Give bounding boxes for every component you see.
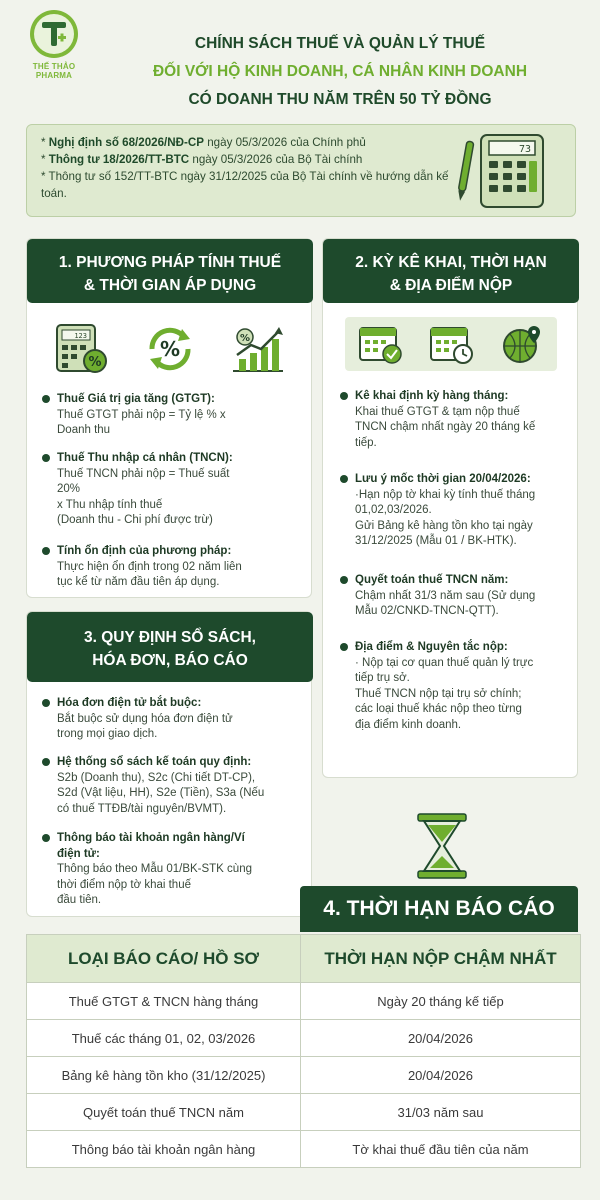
hourglass-icon bbox=[414, 812, 470, 880]
s2-item-monthly: Kê khai định kỳ hàng tháng: Khai thuế GTGT & tạm nộp thuế TNCN chậm nhất ngày 20 tháng kế tiếp. bbox=[355, 389, 570, 451]
deadline-cell: 20/04/2026 bbox=[301, 1057, 581, 1094]
section-1-icons bbox=[37, 319, 303, 379]
section-3-title-line-1: 3. QUY ĐỊNH SỔ SÁCH, bbox=[84, 629, 256, 646]
column-header-deadline: THỜI HẠN NỘP CHẬM NHẤT bbox=[301, 935, 581, 983]
s2-item-annual-settlement: Quyết toán thuế TNCN năm: Chậm nhất 31/3 năm sau (Sử dụng Mẫu 02/CNKD-TNCN-QTT). bbox=[355, 573, 570, 620]
calculator-pen-icon bbox=[453, 131, 563, 211]
svg-text:%: % bbox=[88, 355, 102, 370]
s3-item-bank-account: Thông báo tài khoản ngân hàng/Ví điện tử: Thông báo theo Mẫu 01/BK-STK cùng thời điểm nộp tờ khai thuế đầu tiên. bbox=[57, 831, 302, 909]
section-1-title-line-1: 1. PHƯƠNG PHÁP TÍNH THUẾ bbox=[58, 254, 282, 271]
reference-2: * Thông tư 18/2026/TT-BTC ngày 05/3/2026 của Bộ Tài chính bbox=[41, 153, 363, 166]
report-type-cell: Thuế các tháng 01, 02, 03/2026 bbox=[27, 1020, 301, 1057]
section-3-card bbox=[26, 611, 312, 917]
svg-text:%: % bbox=[159, 337, 181, 361]
deadline-table bbox=[26, 934, 581, 1168]
globe-pin-icon bbox=[498, 322, 546, 366]
table-row bbox=[27, 1020, 581, 1057]
deadline-cell: Ngày 20 tháng kế tiếp bbox=[301, 983, 581, 1020]
s1-item-pit: Thuế Thu nhập cá nhân (TNCN): Thuế TNCN phải nộp = Thuế suất 20% x Thu nhập tính thuế (Doanh thu - Chi phí được trừ) bbox=[57, 451, 297, 529]
title-line-2: ĐỐI VỚI HỘ KINH DOANH, CÁ NHÂN KINH DOANH bbox=[152, 63, 528, 80]
s1-item-vat: Thuế Giá trị gia tăng (GTGT): Thuế GTGT phải nộp = Tỷ lệ % x Doanh thu bbox=[57, 392, 297, 439]
legal-references bbox=[26, 124, 576, 217]
s2-item-location: Địa điểm & Nguyên tắc nộp: · Nộp tại cơ quan thuế quản lý trực tiếp trụ sở. Thuế TNCN nộp tại trụ sở chính; các loại thuế khác nộp theo từng địa điểm kinh doanh. bbox=[355, 640, 570, 733]
section-2-header bbox=[323, 239, 579, 303]
calendar-clock-icon bbox=[427, 322, 475, 366]
calc-display: 73 bbox=[518, 144, 531, 155]
table-row bbox=[27, 1131, 581, 1168]
deadline-cell: Tờ khai thuế đầu tiên của năm bbox=[301, 1131, 581, 1168]
reference-3: * Thông tư số 152/TT-BTC ngày 31/12/2025 của Bộ Tài chính về hướng dẫn kế toán. bbox=[41, 170, 449, 200]
table-row bbox=[27, 1094, 581, 1131]
growth-chart-icon bbox=[229, 323, 287, 375]
section-4-title: 4. THỜI HẠN BÁO CÁO bbox=[300, 886, 578, 932]
pharma-logo-icon bbox=[28, 8, 80, 60]
section-2-title-line-1: 2. KỲ KÊ KHAI, THỜI HẠN bbox=[355, 254, 547, 271]
section-2-card bbox=[322, 238, 578, 778]
deadline-cell: 20/04/2026 bbox=[301, 1020, 581, 1057]
report-type-cell: Quyết toán thuế TNCN năm bbox=[27, 1094, 301, 1131]
percent-cycle-icon bbox=[142, 323, 198, 375]
title-line-1: CHÍNH SÁCH THUẾ VÀ QUẢN LÝ THUẾ bbox=[194, 35, 486, 52]
section-3-title-line-2: HÓA ĐƠN, BÁO CÁO bbox=[92, 652, 248, 669]
brand-name: THẾ THẢO PHARMA bbox=[32, 62, 76, 80]
table-row bbox=[27, 983, 581, 1020]
report-type-cell: Thông báo tài khoản ngân hàng bbox=[27, 1131, 301, 1168]
calendar-check-icon bbox=[356, 322, 404, 366]
s2-item-deadline-note: Lưu ý mốc thời gian 20/04/2026: ·Hạn nộp tờ khai kỳ tính thuế tháng 01,02,03/2026. Gửi Bảng kê hàng tồn kho tại ngày 31/12/2025 (Mẫu 01 / BK-HTK). bbox=[355, 472, 570, 550]
s3-item-bookkeeping: Hệ thống sổ sách kế toán quy định: S2b (Doanh thu), S2c (Chi tiết DT-CP), S2d (Vật liệu, HH), S2e (Tiền), S3a (Nếu có thuế TTĐB/tài nguyên/BVMT). bbox=[57, 755, 302, 817]
table-header-row bbox=[27, 935, 581, 983]
s3-item-einvoice: Hóa đơn điện tử bắt buộc: Bắt buộc sử dụng hóa đơn điện tử trong mọi giao dịch. bbox=[57, 696, 302, 743]
section-1-title-line-2: & THỜI GIAN ÁP DỤNG bbox=[83, 277, 257, 294]
table-row bbox=[27, 1057, 581, 1094]
report-type-cell: Thuế GTGT & TNCN hàng tháng bbox=[27, 983, 301, 1020]
section-2-title-line-2: & ĐỊA ĐIỂM NỘP bbox=[389, 277, 513, 294]
s1-item-stability: Tính ổn định của phương pháp: Thực hiện ổn định trong 02 năm liên tục kể từ năm đầu tiên áp dụng. bbox=[57, 544, 297, 591]
section-3-header bbox=[27, 612, 313, 682]
section-2-icons bbox=[345, 317, 557, 371]
mini-calc-display: 123 bbox=[74, 332, 87, 340]
deadline-cell: 31/03 năm sau bbox=[301, 1094, 581, 1131]
reference-1: * Nghị định số 68/2026/NĐ-CP ngày 05/3/2026 của Chính phủ bbox=[41, 136, 366, 149]
section-1-header bbox=[27, 239, 313, 303]
section-1-card bbox=[26, 238, 312, 598]
calculator-percent-icon bbox=[53, 323, 111, 375]
report-type-cell: Bảng kê hàng tồn kho (31/12/2025) bbox=[27, 1057, 301, 1094]
brand-logo bbox=[14, 8, 94, 80]
svg-text:%: % bbox=[240, 333, 251, 344]
column-header-report-type: LOẠI BÁO CÁO/ HỒ SƠ bbox=[27, 935, 301, 983]
title-line-3: CÓ DOANH THU NĂM TRÊN 50 TỶ ĐỒNG bbox=[188, 91, 492, 108]
